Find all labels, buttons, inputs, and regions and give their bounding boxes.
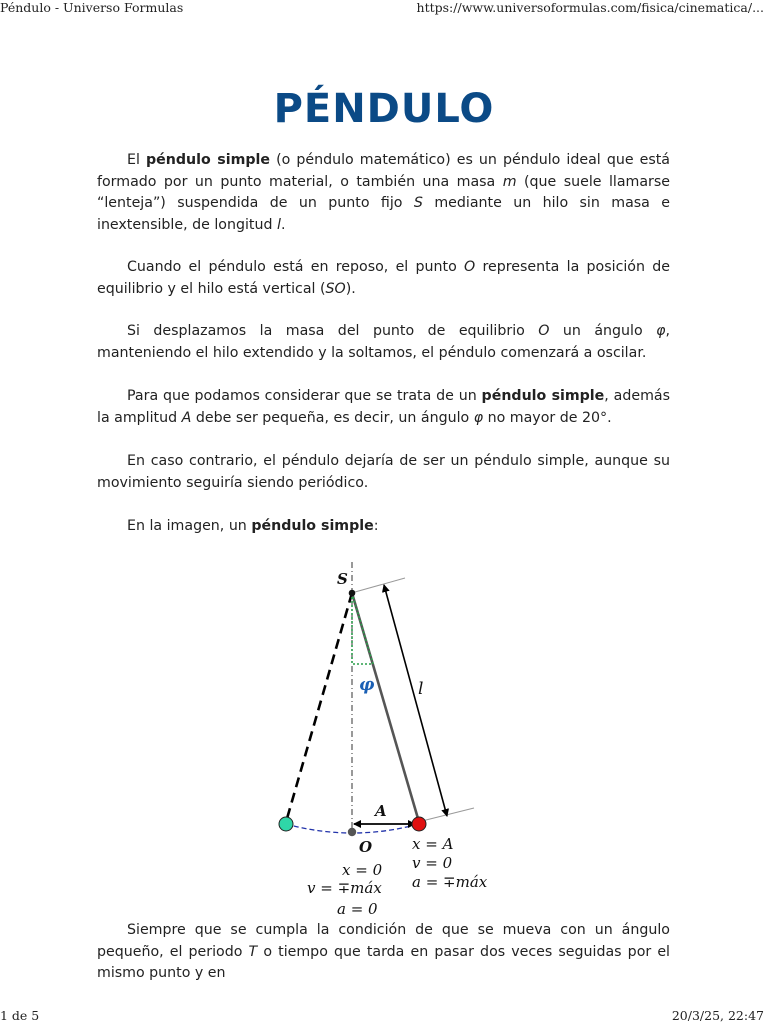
text: .: [280, 216, 286, 233]
paragraph-periodic: En caso contrario, el péndulo dejaría de ser un péndulo simple, aunque su movimiento seguiría siendo periódico.: [97, 453, 670, 491]
label-s: S: [337, 570, 348, 588]
symbol-a: A: [181, 409, 192, 426]
label-a: A: [375, 802, 387, 820]
bold-term: péndulo simple: [481, 388, 605, 404]
label-l: l: [418, 679, 424, 699]
text: (que suele llamarse “lenteja”) suspendida de un punto fijo: [97, 173, 670, 211]
bold-term: péndulo simple: [146, 152, 270, 168]
length-ext-top: [355, 578, 405, 592]
symbol-s: S: [413, 195, 423, 211]
text: Cuando el péndulo está en reposo, el punto: [127, 259, 465, 275]
symbol-m: m: [502, 173, 517, 190]
print-page-number: 1 de 5: [0, 1008, 40, 1023]
symbol-phi: φ: [656, 323, 666, 339]
symbol-phi: φ: [473, 409, 484, 426]
center-eq-a: a = 0: [337, 900, 378, 918]
text: :: [373, 518, 379, 534]
symbol-l: l: [277, 216, 281, 233]
print-datetime: 20/3/25, 22:47: [671, 1008, 764, 1023]
symbol-so: SO: [325, 280, 346, 297]
symbol-o: O: [464, 259, 476, 275]
text: , además la amplitud: [97, 388, 670, 426]
text: (o péndulo matemático) es un péndulo ideal que está formado por un punto material, o también una masa: [97, 152, 671, 190]
label-phi: φ: [359, 675, 375, 695]
length-ext-bottom: [422, 808, 474, 821]
center-eq-v: v = ∓máx: [307, 879, 382, 897]
pendulum-diagram: [260, 560, 520, 925]
text: un ángulo: [549, 323, 657, 339]
symbol-o: O: [538, 323, 550, 339]
right-string: [352, 593, 419, 822]
text: Siempre que se cumpla la condición de que se mueva con un ángulo pequeño, el periodo: [97, 922, 670, 960]
label-o: O: [359, 838, 373, 856]
text: mediante un hilo sin masa e inextensible, de longitud: [97, 195, 670, 233]
print-header: [0, 0, 768, 18]
bold-term: péndulo simple: [251, 518, 374, 534]
right-eq-x: x = A: [412, 835, 454, 853]
right-eq-v: v = 0: [412, 854, 453, 872]
symbol-t: T: [248, 943, 258, 960]
text: no mayor de 20°.: [483, 409, 612, 426]
pivot-point: [349, 590, 356, 597]
left-bob: [279, 817, 293, 831]
paragraph-period: [97, 920, 670, 985]
print-page-title: Péndulo - Universo Formulas: [0, 0, 184, 15]
paragraph-oscillation: [97, 321, 670, 364]
text: En la imagen, un: [127, 518, 252, 534]
text: Para que podamos considerar que se trata de un: [127, 388, 482, 404]
right-eq-a: a = ∓máx: [412, 873, 488, 891]
page-title: PÉNDULO: [273, 86, 495, 132]
print-footer: [0, 1008, 768, 1026]
text: debe ser pequeña, es decir, un ángulo: [191, 409, 474, 426]
print-url: https://www.universoformulas.com/fisica/cinematica/...: [416, 0, 764, 15]
equilibrium-point: [348, 828, 356, 836]
text: El: [127, 152, 146, 168]
text: Si desplazamos la masa del punto de equilibrio: [127, 323, 539, 339]
paragraph-definition: [97, 150, 670, 236]
paragraph-equilibrium: [97, 257, 670, 300]
text: o tiempo que tarda en pasar dos veces seguidas por el mismo punto y en: [97, 943, 670, 981]
center-eq-x: x = 0: [342, 861, 383, 879]
paragraph-image-intro: [97, 516, 670, 538]
paragraph-amplitude: [97, 386, 670, 429]
text: ).: [345, 280, 356, 297]
text: representa la posición de equilibrio y el hilo está vertical (: [97, 259, 670, 297]
left-string: [286, 593, 352, 822]
pendulum-svg: [260, 560, 520, 925]
length-arrow: [384, 585, 447, 816]
right-bob: [412, 817, 426, 831]
text: , manteniendo el hilo extendido y la soltamos, el péndulo comenzará a oscilar.: [97, 323, 671, 361]
